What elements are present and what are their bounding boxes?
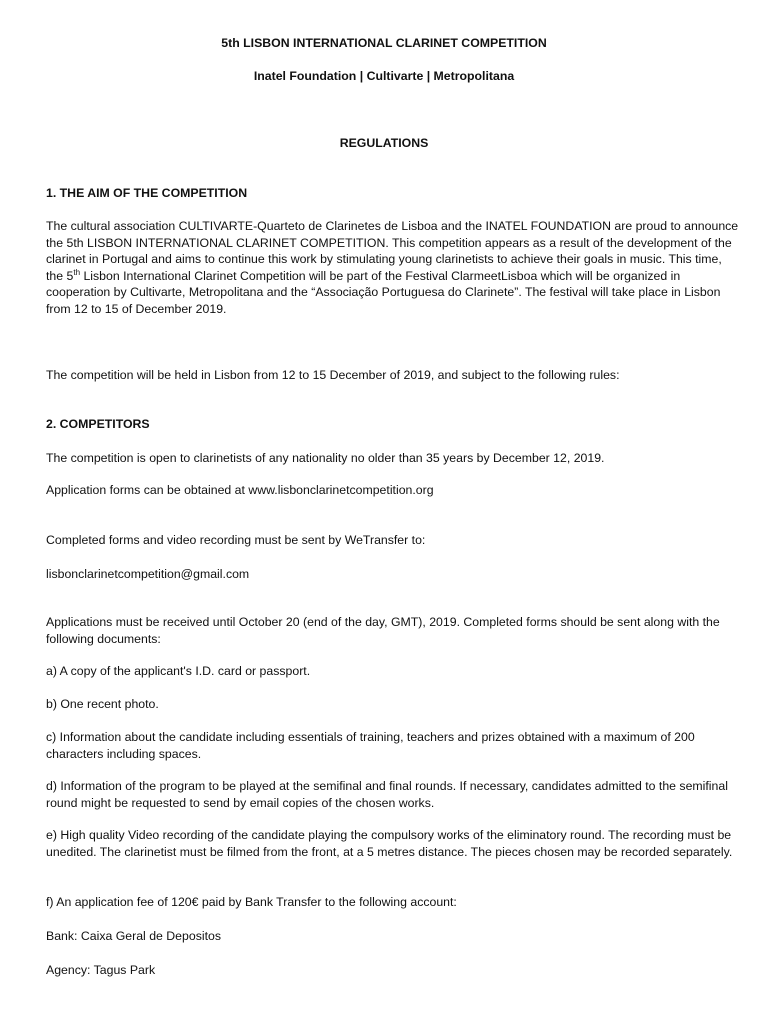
document-title: 5th LISBON INTERNATIONAL CLARINET COMPETITION bbox=[221, 36, 547, 50]
intro-superscript: th bbox=[73, 267, 81, 277]
document-subtitle: Inatel Foundation | Cultivarte | Metropolitana bbox=[253, 69, 515, 83]
requirement-item-d: d) Information of the program to be played at the semifinal and final rounds. If necessary, candidates admitted to the semifinal round might be requested to send by email copies of the chosen works. bbox=[46, 779, 728, 810]
application-forms-paragraph: Application forms can be obtained at www.lisbonclarinetcompetition.org bbox=[46, 483, 434, 497]
competition-held-paragraph: The competition will be held in Lisbon from 12 to 15 December of 2019, and subject to the following rules: bbox=[46, 368, 620, 382]
intro-part1: The cultural association CULTIVARTE-Quarteto de Clarinetes de Lisboa and the INATEL FOUNDATION are proud to announce the 5th LISBON INTERNATIONAL CLARINET COMPETITION. This competition appears as a result of the development of the clarinet in Portugal and aims to continue this work by stimulating young clarinetists to achieve their goals in music. This time, the 5 bbox=[46, 219, 739, 283]
intro-part2: Lisbon International Clarinet Competition will be part of the Festival ClarmeetLisboa which will be organized in cooperation by Cultivarte, Metropolitana and the “Associação Portuguesa do Clarinete”. The festival will take place in Lisbon from 12 to 15 of December 2019. bbox=[46, 268, 721, 316]
deadline-paragraph: Applications must be received until October 20 (end of the day, GMT), 2019. Completed forms should be sent along with the following documents: bbox=[46, 615, 720, 646]
section1-heading: 1. THE AIM OF THE COMPETITION bbox=[46, 186, 248, 200]
requirement-item-c: c) Information about the candidate including essentials of training, teachers and prizes obtained with a maximum of 200 characters including spaces. bbox=[46, 730, 695, 761]
regulations-heading: REGULATIONS bbox=[339, 136, 429, 150]
section1-intro-paragraph bbox=[46, 218, 742, 317]
contact-email: lisbonclarinetcompetition@gmail.com bbox=[46, 567, 250, 581]
eligibility-paragraph: The competition is open to clarinetists of any nationality no older than 35 years by December 12, 2019. bbox=[46, 451, 605, 465]
bank-agency: Agency: Tagus Park bbox=[46, 963, 156, 977]
requirement-item-b: b) One recent photo. bbox=[46, 697, 159, 711]
requirement-item-e: e) High quality Video recording of the candidate playing the compulsory works of the eliminatory round. The recording must be unedited. The clarinetist must be filmed from the front, at a 5 metres distance. The pieces chosen may be recorded separately. bbox=[46, 828, 733, 859]
send-instructions-paragraph: Completed forms and video recording must be sent by WeTransfer to: bbox=[46, 533, 426, 547]
requirement-item-a: a) A copy of the applicant's I.D. card or passport. bbox=[46, 664, 311, 678]
bank-name: Bank: Caixa Geral de Depositos bbox=[46, 929, 221, 943]
section2-heading: 2. COMPETITORS bbox=[46, 417, 150, 431]
requirement-item-f: f) An application fee of 120€ paid by Bank Transfer to the following account: bbox=[46, 895, 457, 909]
